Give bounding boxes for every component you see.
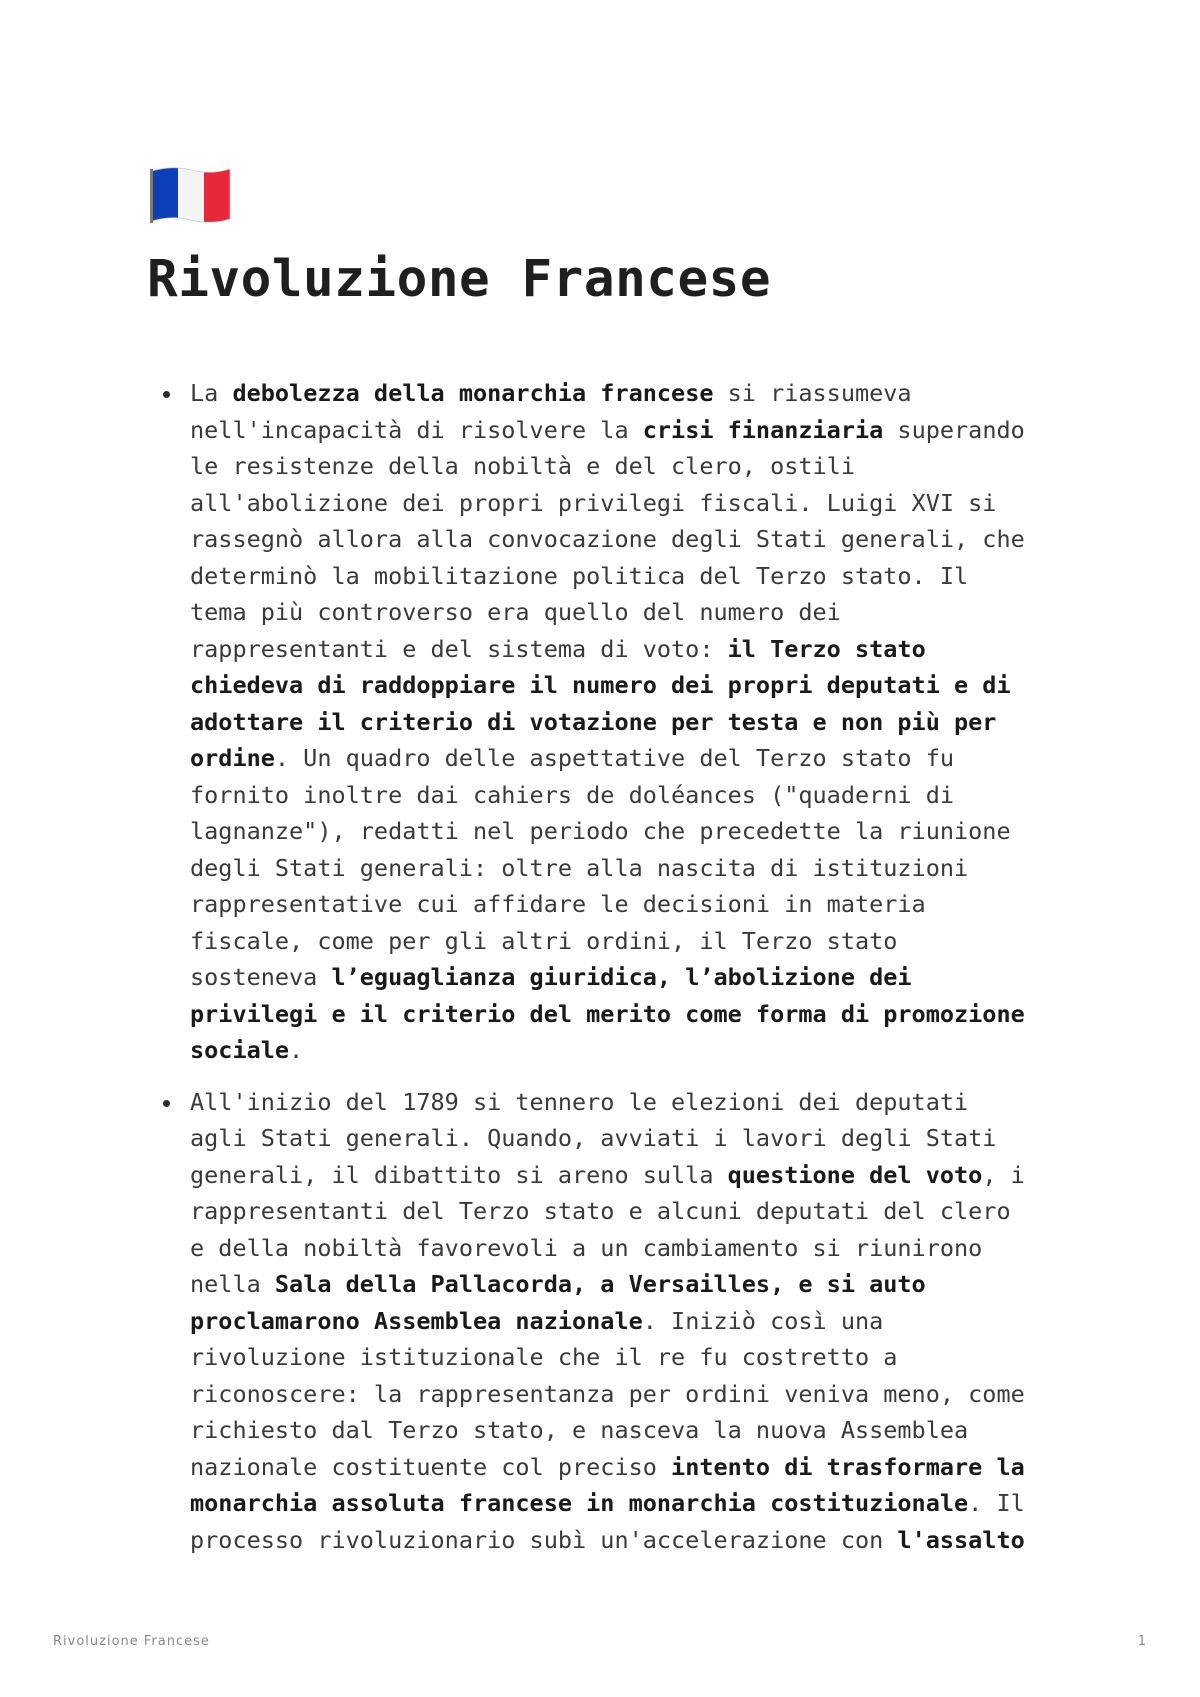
paragraph-line bbox=[190, 667, 1060, 704]
text-run: , i bbox=[982, 1160, 1025, 1189]
text-run: generali, il dibattito si areno sulla bbox=[190, 1160, 728, 1189]
paragraph-line bbox=[190, 375, 1060, 412]
text-run: rappresentative cui affidare le decisioni in materia bbox=[190, 890, 926, 918]
paragraph-line bbox=[190, 521, 1060, 558]
text-run: . Un quadro delle aspettative del Terzo stato fu bbox=[274, 744, 955, 772]
footer-page-number: 1 bbox=[1137, 1634, 1146, 1649]
paragraph-line bbox=[190, 448, 1060, 485]
bold-text: proclamarono Assemblea nazionale bbox=[190, 1306, 643, 1335]
paragraph-line bbox=[190, 1230, 1060, 1267]
text-run: . Iniziò così una bbox=[642, 1306, 884, 1335]
footer-doc-title: Rivoluzione Francese bbox=[53, 1634, 210, 1649]
text-run: . Il bbox=[968, 1489, 1025, 1517]
paragraph-line bbox=[190, 886, 1060, 923]
text-run: rappresentanti e del sistema di voto: bbox=[190, 634, 728, 663]
text-run: agli Stati generali. Quando, avviati i lavori degli Stati bbox=[190, 1124, 997, 1152]
paragraph-line bbox=[190, 1120, 1060, 1157]
paragraph-line bbox=[190, 1157, 1060, 1194]
bullet-dot-icon bbox=[163, 1100, 170, 1107]
bullet-list bbox=[0, 375, 1200, 1573]
bullet-dot-icon bbox=[163, 391, 170, 398]
bold-text: l'assalto bbox=[897, 1525, 1025, 1554]
text-run: La bbox=[190, 379, 233, 407]
paragraph-line bbox=[190, 1266, 1060, 1303]
france-flag-icon bbox=[150, 165, 232, 225]
paragraph-line bbox=[190, 631, 1060, 668]
paragraph-line bbox=[190, 1485, 1060, 1522]
text-run: lagnanze"), redatti nel periodo che precedette la riunione bbox=[190, 817, 1011, 845]
text-run: processo rivoluzionario subì un'accelerazione con bbox=[190, 1525, 898, 1554]
text-run: fornito inoltre dai cahiers de doléances ("quaderni di bbox=[190, 780, 955, 809]
text-run: All'inizio del 1789 si tennero le elezioni dei deputati bbox=[190, 1087, 969, 1116]
paragraph-line bbox=[190, 740, 1060, 777]
bold-text: questione del voto bbox=[727, 1160, 983, 1189]
list-item bbox=[0, 375, 1060, 1069]
text-run: nella bbox=[190, 1270, 275, 1298]
text-run: richiesto dal Terzo stato, e nasceva la nuova Assemblea bbox=[190, 1416, 969, 1444]
text-run: tema più controverso era quello del numero dei bbox=[190, 598, 841, 626]
text-run: e della nobiltà favorevoli a un cambiamento si riunirono bbox=[190, 1233, 983, 1262]
paragraph-line bbox=[190, 1376, 1060, 1413]
paragraph-line bbox=[190, 850, 1060, 887]
paragraph-line bbox=[190, 777, 1060, 814]
bold-text: l’eguaglianza giuridica, l’abolizione dei bbox=[331, 963, 912, 991]
bold-text: debolezza della monarchia francese bbox=[232, 379, 714, 407]
text-run: fiscale, come per gli altri ordini, il Terzo stato bbox=[190, 926, 898, 955]
bold-text: intento di trasformare la bbox=[671, 1452, 1025, 1481]
paragraph-line bbox=[190, 813, 1060, 850]
text-run: degli Stati generali: oltre alla nascita di istituzioni bbox=[190, 853, 969, 882]
paragraph-line bbox=[190, 1303, 1060, 1340]
paragraph-line bbox=[190, 704, 1060, 741]
bold-text: adottare il criterio di votazione per testa e non più per bbox=[190, 707, 997, 736]
bold-text: privilegi e il criterio del merito come forma di promozione bbox=[190, 999, 1025, 1028]
page-title: Rivoluzione Francese bbox=[147, 250, 772, 309]
text-run: riconoscere: la rappresentanza per ordini veniva meno, come bbox=[190, 1379, 1025, 1408]
text-run: rassegnò allora alla convocazione degli Stati generali, che bbox=[190, 525, 1025, 553]
bold-text: ordine bbox=[190, 744, 275, 772]
bold-text: crisi finanziaria bbox=[642, 415, 884, 444]
text-run: si riassumeva bbox=[713, 379, 912, 407]
bold-text: Sala della Pallacorda, a Versailles, e si auto bbox=[274, 1270, 926, 1298]
text-run: rivoluzione istituzionale che il re fu costretto a bbox=[190, 1343, 898, 1371]
paragraph-line bbox=[190, 959, 1060, 996]
bold-text: chiedeva di raddoppiare il numero dei propri deputati e di bbox=[190, 671, 1011, 699]
text-run: all'abolizione dei propri privilegi fiscali. Luigi XVI si bbox=[190, 488, 997, 517]
text-run: nazionale costituente col preciso bbox=[190, 1452, 672, 1481]
paragraph-line bbox=[190, 485, 1060, 522]
text-run: nell'incapacità di risolvere la bbox=[190, 415, 643, 444]
paragraph-line bbox=[190, 996, 1060, 1033]
bold-text: il Terzo stato bbox=[727, 634, 926, 663]
text-run: le resistenze della nobiltà e del clero, ostili bbox=[190, 452, 855, 480]
text-run: determinò la mobilitazione politica del Terzo stato. Il bbox=[190, 561, 969, 590]
text-run: superando bbox=[883, 415, 1025, 444]
paragraph-line bbox=[190, 1522, 1060, 1559]
text-run: sosteneva bbox=[190, 963, 332, 991]
text-run: rappresentanti del Terzo stato e alcuni deputati del clero bbox=[190, 1197, 1011, 1225]
paragraph-line bbox=[190, 1084, 1060, 1121]
paragraph-line bbox=[190, 1339, 1060, 1376]
bold-text: monarchia assoluta francese in monarchia costituzionale bbox=[190, 1489, 969, 1517]
paragraph-line bbox=[190, 1032, 1060, 1069]
paragraph-line bbox=[190, 1193, 1060, 1230]
paragraph-line bbox=[190, 1412, 1060, 1449]
paragraph-line bbox=[190, 594, 1060, 631]
paragraph-line bbox=[190, 1449, 1060, 1486]
text-run: . bbox=[289, 1036, 304, 1064]
bold-text: sociale bbox=[190, 1036, 290, 1064]
list-item bbox=[0, 1084, 1060, 1559]
paragraph-line bbox=[190, 923, 1060, 960]
paragraph-line bbox=[190, 412, 1060, 449]
paragraph-line bbox=[190, 558, 1060, 595]
